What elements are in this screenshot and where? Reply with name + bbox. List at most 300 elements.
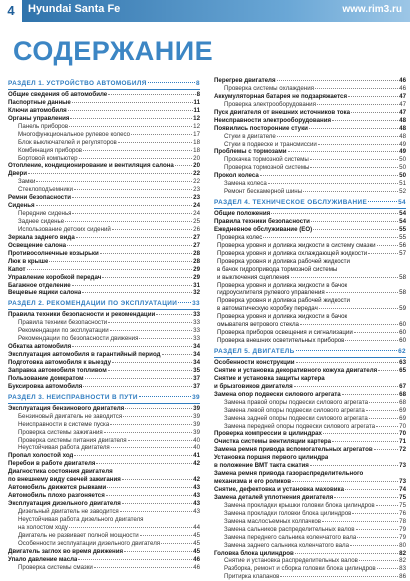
toc-subentry[interactable] bbox=[214, 133, 406, 141]
toc-entry-title: РАЗДЕЛ 2. РЕКОМЕНДАЦИИ ПО ЭКСПЛУАТАЦИИ bbox=[8, 300, 178, 308]
site-link[interactable]: www.rim3.ru bbox=[342, 4, 402, 15]
toc-entry-title: Общие положения bbox=[214, 210, 271, 218]
toc-subentry[interactable] bbox=[8, 564, 200, 572]
toc-page-number: 33 bbox=[193, 335, 200, 343]
toc-leader-dots bbox=[72, 213, 192, 214]
toc-leader-dots bbox=[82, 292, 192, 293]
toc-entry-title: Аккумуляторная батарея не подзаряжается bbox=[214, 92, 348, 100]
toc-leader-dots bbox=[357, 537, 398, 538]
toc-entry-title: Проверка электрооборудования bbox=[224, 100, 316, 108]
toc-subentry[interactable] bbox=[8, 540, 200, 548]
toc-entry[interactable] bbox=[214, 226, 406, 234]
toc-leader-dots bbox=[342, 394, 398, 395]
toc-entry-title: Диагностика состояния двигателя bbox=[8, 468, 113, 476]
toc-subentry[interactable] bbox=[214, 250, 406, 258]
toc-entry[interactable] bbox=[8, 452, 200, 460]
toc-subentry[interactable] bbox=[214, 297, 406, 305]
toc-entry[interactable] bbox=[8, 484, 200, 492]
toc-entry[interactable] bbox=[214, 550, 406, 558]
toc-leader-dots bbox=[78, 559, 192, 560]
toc-entry-title: Проверка компрессии в цилиндрах bbox=[214, 430, 322, 438]
toc-page-number: 23 bbox=[193, 194, 200, 202]
toc-entry[interactable] bbox=[214, 218, 406, 226]
toc-entry[interactable] bbox=[214, 117, 406, 125]
toc-subentry[interactable] bbox=[214, 164, 406, 172]
toc-page-number: 20 bbox=[193, 154, 200, 162]
toc-entry-title: Многофункциональное рулевое колесо bbox=[18, 130, 131, 138]
toc-leader-dots bbox=[122, 503, 192, 504]
toc-page-number: 40 bbox=[193, 444, 200, 452]
toc-entry-title: Замена правой опоры подвески силового агрегата bbox=[224, 398, 368, 406]
toc-entry[interactable] bbox=[8, 375, 200, 383]
toc-entry[interactable] bbox=[214, 462, 406, 470]
toc-entry-title: Двигатель не развивает полной мощности bbox=[18, 531, 139, 539]
toc-entry[interactable] bbox=[8, 556, 200, 564]
toc-entry[interactable] bbox=[8, 460, 200, 468]
toc-entry-title: Противосолнечные козырьки bbox=[8, 249, 99, 257]
toc-entry-title: Проверка уровня и доливка жидкости в бачок bbox=[217, 281, 348, 289]
toc-entry[interactable] bbox=[214, 430, 406, 438]
toc-entry[interactable] bbox=[214, 125, 406, 133]
toc-leader-dots bbox=[107, 487, 192, 488]
toc-page-number: 54 bbox=[399, 218, 406, 225]
toc-leader-dots bbox=[345, 340, 398, 341]
toc-page-number: 41 bbox=[193, 452, 200, 460]
toc-leader-dots bbox=[120, 511, 192, 512]
toc-entry-title: Неустойчивая работа дизельного двигателя bbox=[18, 515, 144, 523]
toc-entry-title: Проблемы с тормозами bbox=[214, 148, 287, 156]
toc-subentry[interactable] bbox=[214, 305, 406, 313]
toc-subentry[interactable] bbox=[8, 178, 200, 186]
toc-leader-dots bbox=[288, 151, 399, 152]
toc-entry[interactable] bbox=[8, 476, 200, 484]
toc-subentry[interactable] bbox=[8, 186, 200, 194]
toc-subentry[interactable] bbox=[8, 319, 200, 327]
toc-page-number: 20 bbox=[193, 162, 200, 170]
toc-entry-title: Проверка системы зажигания bbox=[18, 428, 103, 436]
toc-entry[interactable] bbox=[214, 375, 406, 383]
toc-leader-dots bbox=[317, 104, 398, 105]
toc-leader-dots bbox=[108, 94, 195, 95]
toc-subentry[interactable] bbox=[214, 289, 406, 297]
toc-page-number: 80 bbox=[399, 541, 406, 549]
toc-subentry[interactable] bbox=[8, 413, 200, 421]
toc-page-number: 43 bbox=[193, 507, 200, 515]
toc-subentry[interactable] bbox=[214, 329, 406, 337]
toc-subentry[interactable] bbox=[214, 573, 406, 581]
toc-entry[interactable] bbox=[8, 234, 200, 242]
toc-subentry[interactable] bbox=[214, 234, 406, 242]
toc-entry-title: Притирка клапанов bbox=[224, 573, 280, 581]
toc-page-number: 60 bbox=[399, 321, 406, 329]
toc-subentry[interactable] bbox=[214, 85, 406, 93]
toc-leader-dots bbox=[292, 481, 398, 482]
toc-subentry[interactable] bbox=[8, 226, 200, 234]
toc-entry[interactable] bbox=[8, 548, 200, 556]
toc-entry[interactable] bbox=[8, 107, 200, 115]
toc-entry[interactable] bbox=[214, 77, 406, 85]
toc-leader-dots bbox=[277, 80, 399, 81]
toc-entry[interactable] bbox=[8, 91, 200, 99]
toc-entry[interactable] bbox=[8, 500, 200, 508]
toc-section-heading[interactable] bbox=[214, 197, 406, 209]
toc-leader-dots bbox=[36, 205, 193, 206]
toc-leader-dots bbox=[323, 433, 398, 434]
toc-entry-title: Бортовой компьютер bbox=[18, 154, 78, 162]
toc-subentry[interactable] bbox=[214, 282, 406, 290]
toc-entry-title: Установка поршня первого цилиндра bbox=[214, 454, 329, 462]
toc-leader-dots bbox=[291, 277, 399, 278]
toc-entry[interactable] bbox=[8, 468, 200, 476]
toc-page-number: 28 bbox=[193, 257, 200, 265]
toc-entry[interactable] bbox=[8, 383, 200, 391]
toc-leader-dots bbox=[326, 292, 398, 293]
toc-entry[interactable] bbox=[214, 438, 406, 446]
toc-leader-dots bbox=[123, 416, 192, 417]
toc-entry-title: Замки bbox=[18, 178, 36, 186]
toc-subentry[interactable] bbox=[214, 188, 406, 196]
toc-entry[interactable] bbox=[8, 351, 200, 359]
toc-page-number: 59 bbox=[399, 305, 406, 313]
toc-subentry[interactable] bbox=[8, 532, 200, 540]
toc-section-heading[interactable] bbox=[214, 346, 406, 358]
toc-entry-title: Комбинация приборов bbox=[18, 146, 83, 154]
toc-entry[interactable] bbox=[214, 391, 406, 399]
toc-page-number: 69 bbox=[399, 414, 406, 422]
toc-entry-title: Неисправности в системе пуска bbox=[18, 420, 110, 428]
toc-leader-dots bbox=[348, 96, 398, 97]
toc-entry[interactable] bbox=[8, 492, 200, 500]
toc-leader-dots bbox=[376, 505, 398, 506]
toc-subentry[interactable] bbox=[214, 141, 406, 149]
toc-subentry[interactable] bbox=[214, 423, 406, 431]
toc-leader-dots bbox=[131, 134, 192, 135]
toc-subentry[interactable] bbox=[214, 180, 406, 188]
toc-entry[interactable] bbox=[8, 250, 200, 258]
toc-entry[interactable] bbox=[8, 194, 200, 202]
toc-entry[interactable] bbox=[214, 478, 406, 486]
toc-entry[interactable] bbox=[8, 274, 200, 282]
toc-entry-title: в положение ВМТ такта сжатия bbox=[214, 462, 309, 470]
toc-entry[interactable] bbox=[8, 258, 200, 266]
toc-leader-dots bbox=[139, 396, 191, 397]
toc-entry[interactable] bbox=[8, 202, 200, 210]
toc-leader-dots bbox=[366, 410, 398, 411]
page-title: СОДЕРЖАНИЕ bbox=[13, 36, 214, 66]
toc-subentry[interactable] bbox=[8, 335, 200, 343]
toc-entry[interactable] bbox=[8, 170, 200, 178]
toc-entry-title: Паспортные данные bbox=[8, 98, 71, 106]
toc-leader-dots bbox=[128, 440, 193, 441]
toc-entry-title: Автомобиль плохо разгоняется bbox=[8, 492, 105, 500]
toc-page-number: 33 bbox=[192, 300, 200, 308]
toc-entry[interactable] bbox=[214, 454, 406, 462]
toc-entry[interactable] bbox=[8, 311, 200, 319]
toc-leader-dots bbox=[351, 112, 398, 113]
toc-entry[interactable] bbox=[8, 115, 200, 123]
toc-entry-title: Рекомендации по безопасности движения bbox=[18, 335, 139, 343]
toc-entry-title: Проверка уровня и доливка рабочей жидкости bbox=[217, 257, 350, 265]
toc-entry[interactable] bbox=[8, 99, 200, 107]
toc-page-number: 22 bbox=[193, 178, 200, 186]
toc-page-number: 43 bbox=[193, 500, 200, 507]
toc-subentry[interactable] bbox=[214, 337, 406, 345]
toc-subentry[interactable] bbox=[214, 557, 406, 565]
toc-subentry[interactable] bbox=[8, 524, 200, 532]
toc-subentry[interactable] bbox=[8, 139, 200, 147]
toc-page-number: 46 bbox=[399, 84, 406, 92]
toc-entry-title: Замена переднего сальника коленчатого вала bbox=[224, 533, 357, 541]
toc-entry-title: и выключения сцепления bbox=[217, 273, 290, 281]
toc-page-number: 52 bbox=[399, 188, 406, 196]
toc-page-number: 58 bbox=[399, 289, 406, 297]
toc-entry-title: РАЗДЕЛ 5. ДВИГАТЕЛЬ bbox=[214, 348, 295, 355]
toc-entry-title: Передние сиденья bbox=[18, 210, 72, 218]
toc-page-number: 29 bbox=[193, 265, 200, 273]
toc-page-number: 27 bbox=[193, 241, 200, 249]
toc-page-number: 67 bbox=[399, 382, 406, 390]
toc-page-number: 50 bbox=[399, 156, 406, 164]
toc-leader-dots bbox=[72, 346, 192, 347]
toc-entry-title: Головка блока цилиндров bbox=[214, 549, 294, 557]
toc-entry-title: Ключи автомобиля bbox=[8, 106, 67, 114]
toc-leader-dots bbox=[368, 201, 397, 202]
toc-entry-title: Перегрев двигателя bbox=[214, 77, 276, 84]
toc-page-number: 39 bbox=[192, 393, 200, 401]
toc-subentry[interactable] bbox=[214, 313, 406, 321]
toc-entry[interactable] bbox=[214, 359, 406, 367]
toc-subentry[interactable] bbox=[8, 147, 200, 155]
toc-leader-dots bbox=[263, 237, 398, 238]
toc-subentry[interactable] bbox=[214, 565, 406, 573]
toc-subentry[interactable] bbox=[8, 131, 200, 139]
toc-page-number: 60 bbox=[399, 337, 406, 345]
toc-page-number: 44 bbox=[193, 523, 200, 531]
toc-entry-title: Ремни безопасности bbox=[8, 194, 71, 202]
toc-entry-title: гидроусилителя рулевого управления bbox=[217, 289, 325, 297]
toc-entry-title: Освещение салона bbox=[8, 241, 67, 249]
toc-entry-title: Дизельный двигатель не заводится bbox=[18, 507, 119, 515]
toc-leader-dots bbox=[110, 330, 193, 331]
toc-entry[interactable] bbox=[8, 359, 200, 367]
toc-leader-dots bbox=[309, 128, 398, 129]
toc-entry[interactable] bbox=[214, 470, 406, 478]
toc-entry-title: Неисправности электрооборудования bbox=[214, 116, 332, 124]
toc-subentry[interactable] bbox=[214, 274, 406, 282]
toc-entry[interactable] bbox=[8, 162, 200, 170]
toc-leader-dots bbox=[162, 354, 193, 355]
toc-leader-dots bbox=[356, 529, 399, 530]
toc-page-number: 31 bbox=[193, 281, 200, 289]
toc-subentry[interactable] bbox=[8, 210, 200, 218]
toc-entry-title: механизма и его роликов bbox=[214, 478, 292, 486]
toc-page-number: 49 bbox=[399, 140, 406, 148]
toc-entry-title: Люк в крыше bbox=[8, 257, 49, 265]
toc-leader-dots bbox=[377, 568, 398, 569]
toc-subentry[interactable] bbox=[214, 510, 406, 518]
toc-subentry[interactable] bbox=[214, 258, 406, 266]
toc-page-number: 56 bbox=[399, 241, 406, 249]
toc-leader-dots bbox=[315, 88, 398, 89]
toc-leader-dots bbox=[83, 386, 192, 387]
toc-subentry[interactable] bbox=[8, 123, 200, 131]
toc-subentry[interactable] bbox=[8, 155, 200, 163]
toc-subentry[interactable] bbox=[214, 518, 406, 526]
toc-subentry[interactable] bbox=[214, 101, 406, 109]
toc-subentry[interactable] bbox=[214, 242, 406, 250]
toc-page-number: 73 bbox=[399, 462, 406, 470]
toc-section-heading[interactable] bbox=[8, 298, 200, 310]
toc-leader-dots bbox=[313, 229, 398, 230]
toc-entry-title: Снятие, дефектовка и установка маховика bbox=[214, 486, 345, 493]
toc-page-number: 86 bbox=[399, 573, 406, 581]
toc-entry-title: Заправка автомобиля топливом bbox=[8, 366, 107, 374]
toc-page-number: 70 bbox=[399, 422, 406, 430]
toc-entry-title: РАЗДЕЛ 4. ТЕХНИЧЕСКОЕ ОБСЛУЖИВАНИЕ bbox=[214, 199, 368, 207]
toc-entry[interactable] bbox=[214, 383, 406, 391]
toc-entry[interactable] bbox=[214, 109, 406, 117]
toc-page-number: 74 bbox=[399, 486, 406, 493]
toc-leader-dots bbox=[369, 402, 398, 403]
toc-leader-dots bbox=[76, 237, 192, 238]
toc-entry-title: Панель приборов bbox=[18, 122, 69, 130]
toc-entry[interactable] bbox=[8, 343, 200, 351]
toc-page-number: 48 bbox=[399, 116, 406, 124]
toc-page-number: 51 bbox=[399, 180, 406, 188]
toc-entry-title: Появились посторонние стуки bbox=[214, 124, 308, 132]
toc-leader-dots bbox=[110, 424, 192, 425]
toc-entry[interactable] bbox=[214, 148, 406, 156]
toc-leader-dots bbox=[332, 441, 398, 442]
toc-entry[interactable] bbox=[8, 405, 200, 413]
toc-page-number: 72 bbox=[399, 446, 406, 454]
toc-subentry[interactable] bbox=[8, 444, 200, 452]
toc-entry[interactable] bbox=[214, 172, 406, 180]
toc-leader-dots bbox=[332, 120, 398, 121]
toc-subentry[interactable] bbox=[8, 327, 200, 335]
toc-entry-title: Автомобиль движется рывками bbox=[8, 484, 107, 492]
toc-page-number: 24 bbox=[193, 210, 200, 218]
toc-entry[interactable] bbox=[8, 282, 200, 290]
toc-entry[interactable] bbox=[214, 367, 406, 375]
toc-section-heading[interactable] bbox=[8, 392, 200, 404]
toc-entry[interactable] bbox=[8, 266, 200, 274]
toc-leader-dots bbox=[268, 183, 398, 184]
toc-leader-dots bbox=[140, 535, 192, 536]
toc-page-number: 48 bbox=[399, 132, 406, 140]
toc-subentry[interactable] bbox=[214, 542, 406, 550]
toc-subentry[interactable] bbox=[214, 321, 406, 329]
toc-page-number: 45 bbox=[193, 531, 200, 539]
toc-leader-dots bbox=[148, 82, 195, 83]
toc-leader-dots bbox=[295, 553, 398, 554]
toc-subentry[interactable] bbox=[8, 516, 200, 524]
toc-page-number: 54 bbox=[399, 210, 406, 218]
toc-entry-title: Правила техники безопасности bbox=[18, 319, 108, 327]
toc-entry-title: Проверка тормозной системы bbox=[224, 164, 310, 172]
toc-page-number: 8 bbox=[196, 80, 200, 87]
toc-subentry[interactable] bbox=[8, 429, 200, 437]
toc-leader-dots bbox=[161, 543, 192, 544]
toc-subentry[interactable] bbox=[214, 415, 406, 423]
toc-leader-dots bbox=[28, 173, 192, 174]
toc-page-number: 18 bbox=[193, 146, 200, 154]
toc-entry[interactable] bbox=[214, 446, 406, 454]
toc-leader-dots bbox=[354, 332, 398, 333]
toc-entry-title: Вещевые ящики салона bbox=[8, 289, 82, 297]
toc-subentry[interactable] bbox=[214, 266, 406, 274]
toc-subentry[interactable] bbox=[214, 502, 406, 510]
toc-page-number: 69 bbox=[399, 406, 406, 414]
toc-subentry[interactable] bbox=[8, 421, 200, 429]
toc-leader-dots bbox=[112, 362, 192, 363]
toc-entry-title: Замена маслосъемных колпачков bbox=[224, 517, 322, 525]
toc-entry-title: на холостом ходу bbox=[18, 523, 68, 531]
toc-page-number: 70 bbox=[399, 430, 406, 438]
toc-page-number: 55 bbox=[399, 225, 406, 233]
toc-entry-title: Багажное отделение bbox=[8, 281, 71, 289]
toc-entry[interactable] bbox=[214, 210, 406, 218]
toc-page-number: 42 bbox=[193, 460, 200, 468]
toc-subentry[interactable] bbox=[214, 399, 406, 407]
toc-entry[interactable] bbox=[8, 289, 200, 297]
toc-leader-dots bbox=[378, 370, 398, 371]
toc-entry[interactable] bbox=[8, 367, 200, 375]
toc-page-number: 29 bbox=[193, 273, 200, 281]
toc-leader-dots bbox=[310, 465, 398, 466]
toc-page-number: 60 bbox=[399, 329, 406, 337]
toc-subentry[interactable] bbox=[214, 156, 406, 164]
toc-page-number: 34 bbox=[193, 343, 200, 351]
toc-page-number: 55 bbox=[399, 233, 406, 241]
toc-subentry[interactable] bbox=[8, 508, 200, 516]
toc-leader-dots bbox=[111, 447, 192, 448]
toc-entry-title: Ежедневное обслуживание (ЕО) bbox=[214, 225, 313, 233]
toc-entry-title: Блок выключателей и регуляторов bbox=[18, 138, 117, 146]
book-title: Hyundai Santa Fe bbox=[28, 3, 121, 15]
toc-section-heading[interactable] bbox=[8, 78, 200, 90]
toc-subentry[interactable] bbox=[8, 218, 200, 226]
toc-entry-title: Замена ремня привода вспомогательных агрегатов bbox=[214, 446, 373, 454]
toc-entry-title: по внешнему виду свечей зажигания bbox=[8, 476, 121, 484]
toc-leader-dots bbox=[85, 378, 193, 379]
toc-leader-dots bbox=[300, 324, 398, 325]
toc-subentry[interactable] bbox=[8, 437, 200, 445]
toc-leader-dots bbox=[310, 159, 398, 160]
toc-entry[interactable] bbox=[214, 494, 406, 502]
toc-page-number: 22 bbox=[193, 170, 200, 178]
toc-subentry[interactable] bbox=[214, 526, 406, 534]
toc-entry[interactable] bbox=[8, 242, 200, 250]
toc-entry-title: Перебои в работе двигателя bbox=[8, 460, 96, 468]
toc-entry-title: и брызговиков двигателя bbox=[214, 382, 293, 390]
toc-entry[interactable] bbox=[214, 486, 406, 494]
toc-leader-dots bbox=[376, 426, 398, 427]
toc-entry-title: Проверка уровня и доливка рабочей жидкости bbox=[217, 297, 350, 305]
toc-entry-title: в автоматическую коробку передач bbox=[217, 305, 318, 313]
toc-entry[interactable] bbox=[214, 93, 406, 101]
toc-entry-title: Подготовка автомобиля к выезду bbox=[8, 359, 112, 366]
toc-page-number: 78 bbox=[399, 517, 406, 525]
toc-leader-dots bbox=[277, 136, 398, 137]
toc-entry-title: Правила техники безопасности и рекомендации bbox=[8, 311, 156, 319]
toc-page-number: 24 bbox=[193, 202, 200, 210]
toc-leader-dots bbox=[70, 118, 192, 119]
toc-leader-dots bbox=[67, 245, 192, 246]
toc-subentry[interactable] bbox=[214, 534, 406, 542]
toc-subentry[interactable] bbox=[214, 407, 406, 415]
toc-page-number: 23 bbox=[193, 186, 200, 194]
